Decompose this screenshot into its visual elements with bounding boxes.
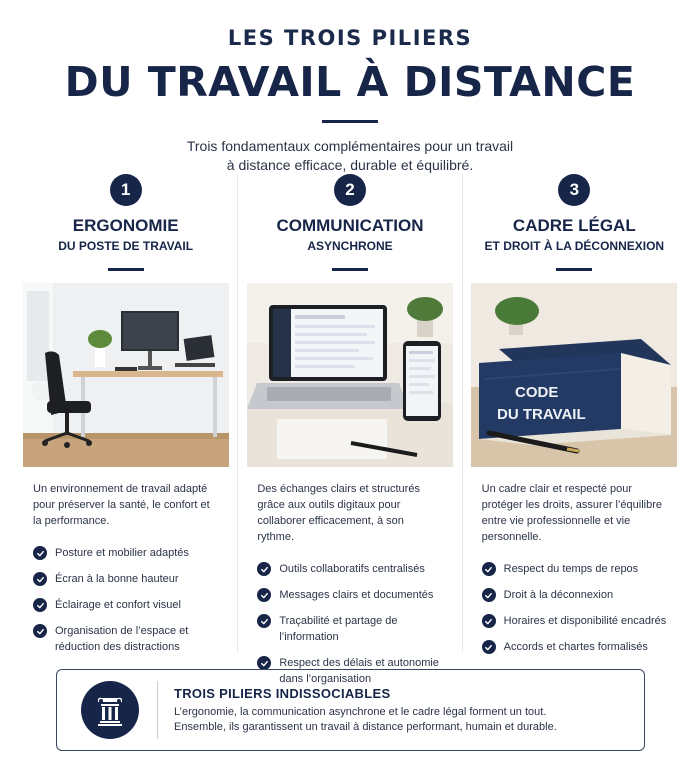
list-item bbox=[33, 623, 230, 655]
bullet-text: Traçabilité et partage de l’information bbox=[279, 615, 398, 643]
pillar-bullet-list bbox=[33, 545, 230, 655]
list-item bbox=[33, 597, 230, 613]
list-item bbox=[257, 561, 454, 577]
list-item bbox=[257, 587, 454, 603]
bullet-text: Respect du temps de repos bbox=[503, 563, 639, 575]
pillar-title: CADRE LÉGAL bbox=[512, 216, 636, 235]
summary-title: TROIS PILIERS INDISSOCIABLES bbox=[174, 686, 391, 701]
checkmark-icon bbox=[482, 640, 496, 654]
pillar-description: Des échanges clairs et structurés grâce aux outils digitaux pour collaborer efficacement, à son rythme. bbox=[257, 483, 420, 543]
pillar-title: ERGONOMIE bbox=[72, 216, 179, 235]
pillar-cadre-legal bbox=[462, 174, 686, 652]
pillar-subtitle: ASYNCHRONE bbox=[307, 239, 393, 253]
checkmark-icon bbox=[257, 614, 271, 628]
checkmark-icon bbox=[257, 588, 271, 602]
list-item bbox=[482, 561, 679, 577]
title-underline bbox=[322, 120, 378, 123]
checkmark-icon bbox=[482, 614, 496, 628]
code-du-travail-photo bbox=[471, 283, 677, 467]
pillars-columns bbox=[14, 174, 686, 685]
list-item bbox=[33, 545, 230, 561]
summary-line-2: Ensemble, ils garantissent un travail à distance performant, humain et durable. bbox=[174, 721, 557, 733]
checkmark-icon bbox=[33, 598, 47, 612]
laptop-phone-photo bbox=[247, 283, 453, 467]
checkmark-icon bbox=[257, 562, 271, 576]
summary-line-1: L’ergonomie, la communication asynchrone et le cadre légal forment un tout. bbox=[174, 706, 547, 718]
header bbox=[0, 0, 700, 175]
pillar-bullet-list bbox=[482, 561, 679, 655]
bullet-text: Droit à la déconnexion bbox=[503, 589, 614, 601]
pillar-number-badge: 3 bbox=[558, 174, 590, 206]
summary-text bbox=[174, 685, 557, 735]
checkmark-icon bbox=[482, 562, 496, 576]
svg-text:DU TRAVAIL: DU TRAVAIL bbox=[497, 406, 586, 423]
pillar-ergonomie bbox=[14, 174, 237, 652]
summary-body bbox=[174, 705, 557, 735]
bullet-text: Messages clairs et documentés bbox=[279, 589, 434, 601]
checkmark-icon bbox=[33, 624, 47, 638]
bullet-text: Respect des délais et autonomie dans l’organisation bbox=[279, 657, 439, 685]
page-title: DU TRAVAIL À DISTANCE bbox=[64, 58, 636, 106]
bullet-text: Outils collaboratifs centralisés bbox=[279, 563, 425, 575]
pillar-number-badge: 1 bbox=[110, 174, 142, 206]
checkmark-icon bbox=[257, 656, 271, 670]
checkmark-icon bbox=[33, 572, 47, 586]
pillar-subtitle: ET DROIT À LA DÉCONNEXION bbox=[484, 239, 665, 253]
bullet-text: Posture et mobilier adaptés bbox=[55, 547, 189, 559]
office-desk-photo bbox=[23, 283, 229, 467]
bullet-text: Horaires et disponibilité encadrés bbox=[503, 615, 667, 627]
pillar-description: Un environnement de travail adapté pour préserver la santé, le confort et la performance. bbox=[33, 483, 210, 527]
list-item bbox=[482, 613, 679, 629]
pillar-underline bbox=[556, 268, 592, 271]
intro-text bbox=[0, 137, 700, 175]
pillar-subtitle: DU POSTE DE TRAVAIL bbox=[58, 239, 194, 253]
bullet-text: Organisation de l’espace et réduction des distractions bbox=[55, 625, 189, 653]
svg-text:CODE: CODE bbox=[515, 384, 559, 401]
list-item bbox=[482, 639, 679, 655]
bullet-text: Écran à la bonne hauteur bbox=[55, 573, 179, 585]
bullet-text: Éclairage et confort visuel bbox=[55, 599, 181, 611]
summary-divider bbox=[157, 681, 158, 739]
pillar-underline bbox=[108, 268, 144, 271]
pillar-description: Un cadre clair et respecté pour protéger les droits, assurer l’équilibre entre vie professionnelle et vie personnelle. bbox=[481, 483, 663, 543]
pillar-title: COMMUNICATION bbox=[276, 216, 424, 235]
checkmark-icon bbox=[482, 588, 496, 602]
list-item bbox=[482, 587, 679, 603]
list-item bbox=[257, 613, 454, 645]
intro-line-2: à distance efficace, durable et équilibré. bbox=[226, 157, 474, 173]
pillar-communication bbox=[237, 174, 461, 685]
header-kicker: LES TROIS PILIERS bbox=[227, 26, 473, 50]
checkmark-icon bbox=[33, 546, 47, 560]
bullet-text: Accords et chartes formalisés bbox=[503, 641, 648, 653]
intro-line-1: Trois fondamentaux complémentaires pour un travail bbox=[186, 138, 514, 154]
pillar-number-badge: 2 bbox=[334, 174, 366, 206]
summary-box bbox=[56, 669, 645, 751]
pillar-underline bbox=[332, 268, 368, 271]
pillar-icon bbox=[81, 681, 139, 739]
list-item bbox=[33, 571, 230, 587]
